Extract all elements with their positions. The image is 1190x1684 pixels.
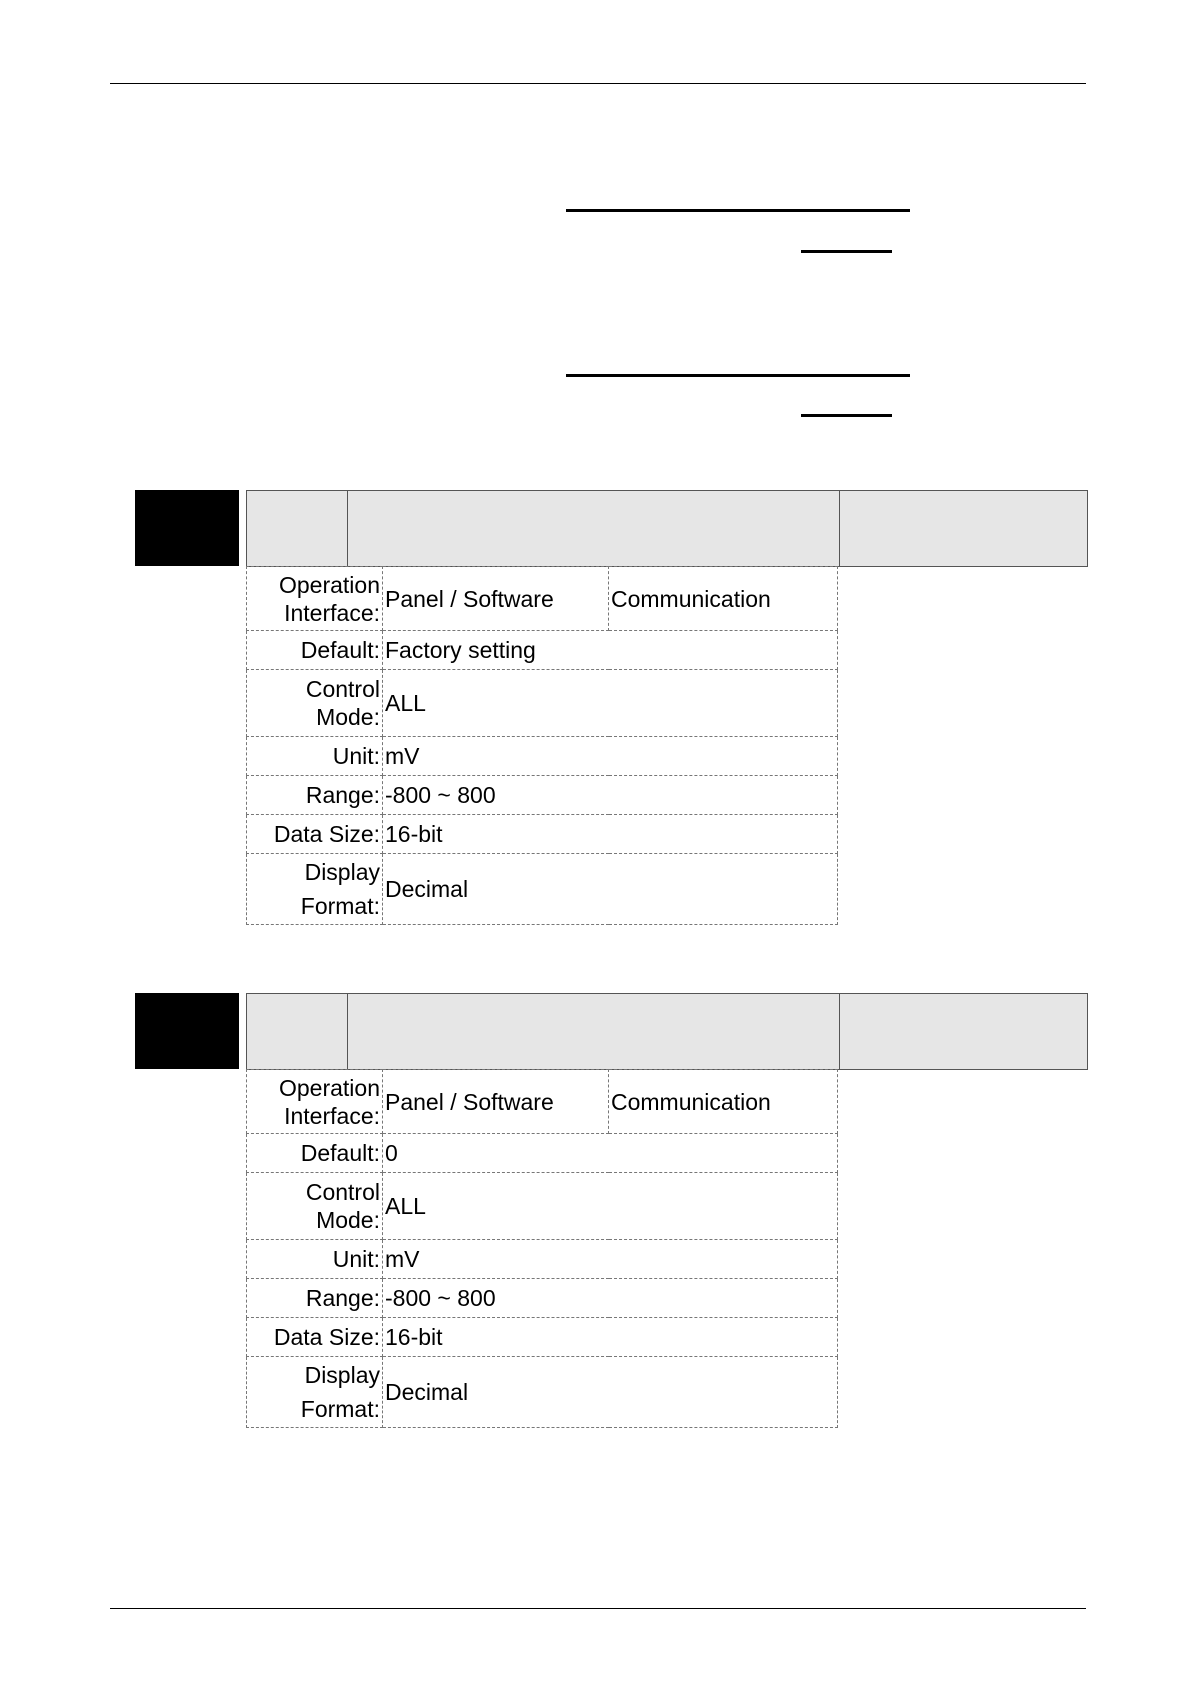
row-operation-interface (247, 1070, 838, 1134)
row-unit (247, 737, 838, 776)
data-size-value: 16-bit (383, 1318, 838, 1357)
header-cell-code (247, 994, 348, 1069)
row-operation-interface (247, 567, 838, 631)
row-display-format (247, 1357, 838, 1428)
interface-communication-value: Communication (609, 1070, 838, 1134)
control-mode-value: ALL (383, 670, 838, 737)
parameter-code-box (135, 490, 239, 566)
row-default (247, 1134, 838, 1173)
control-mode-value: ALL (383, 1173, 838, 1240)
blank-line-4 (801, 414, 892, 417)
interface-panel-value: Panel / Software (383, 567, 609, 631)
parameter-header (246, 490, 1088, 567)
default-value: 0 (383, 1134, 838, 1173)
operation-interface-label: Operation Interface: (247, 1070, 383, 1134)
unit-label: Unit: (247, 1240, 383, 1279)
range-value: -800 ~ 800 (383, 1279, 838, 1318)
row-data-size (247, 1318, 838, 1357)
range-value: -800 ~ 800 (383, 776, 838, 815)
row-unit (247, 1240, 838, 1279)
default-label: Default: (247, 1134, 383, 1173)
row-range (247, 1279, 838, 1318)
data-size-label: Data Size: (247, 1318, 383, 1357)
default-value: Factory setting (383, 631, 838, 670)
parameter-table (246, 566, 838, 925)
range-label: Range: (247, 776, 383, 815)
header-cell-name (348, 994, 840, 1069)
display-format-label: Display Format: (247, 1357, 383, 1428)
display-format-label: Display Format: (247, 854, 383, 925)
footer-rule (110, 1608, 1086, 1609)
parameter-header (246, 993, 1088, 1070)
operation-interface-label: Operation Interface: (247, 567, 383, 631)
row-data-size (247, 815, 838, 854)
unit-value: mV (383, 1240, 838, 1279)
parameter-code-box (135, 993, 239, 1069)
header-cell-code (247, 491, 348, 566)
interface-communication-value: Communication (609, 567, 838, 631)
row-range (247, 776, 838, 815)
header-rule (110, 83, 1086, 84)
blank-line-3 (566, 374, 910, 377)
data-size-label: Data Size: (247, 815, 383, 854)
parameter-table (246, 1069, 838, 1428)
unit-value: mV (383, 737, 838, 776)
display-format-value: Decimal (383, 854, 838, 925)
row-default (247, 631, 838, 670)
control-mode-label: Control Mode: (247, 670, 383, 737)
unit-label: Unit: (247, 737, 383, 776)
default-label: Default: (247, 631, 383, 670)
control-mode-label: Control Mode: (247, 1173, 383, 1240)
header-cell-address (840, 994, 1087, 1069)
range-label: Range: (247, 1279, 383, 1318)
data-size-value: 16-bit (383, 815, 838, 854)
header-cell-name (348, 491, 840, 566)
row-control-mode (247, 1173, 838, 1240)
blank-line-1 (566, 209, 910, 212)
blank-line-2 (801, 250, 892, 253)
display-format-value: Decimal (383, 1357, 838, 1428)
header-cell-address (840, 491, 1087, 566)
row-control-mode (247, 670, 838, 737)
row-display-format (247, 854, 838, 925)
interface-panel-value: Panel / Software (383, 1070, 609, 1134)
